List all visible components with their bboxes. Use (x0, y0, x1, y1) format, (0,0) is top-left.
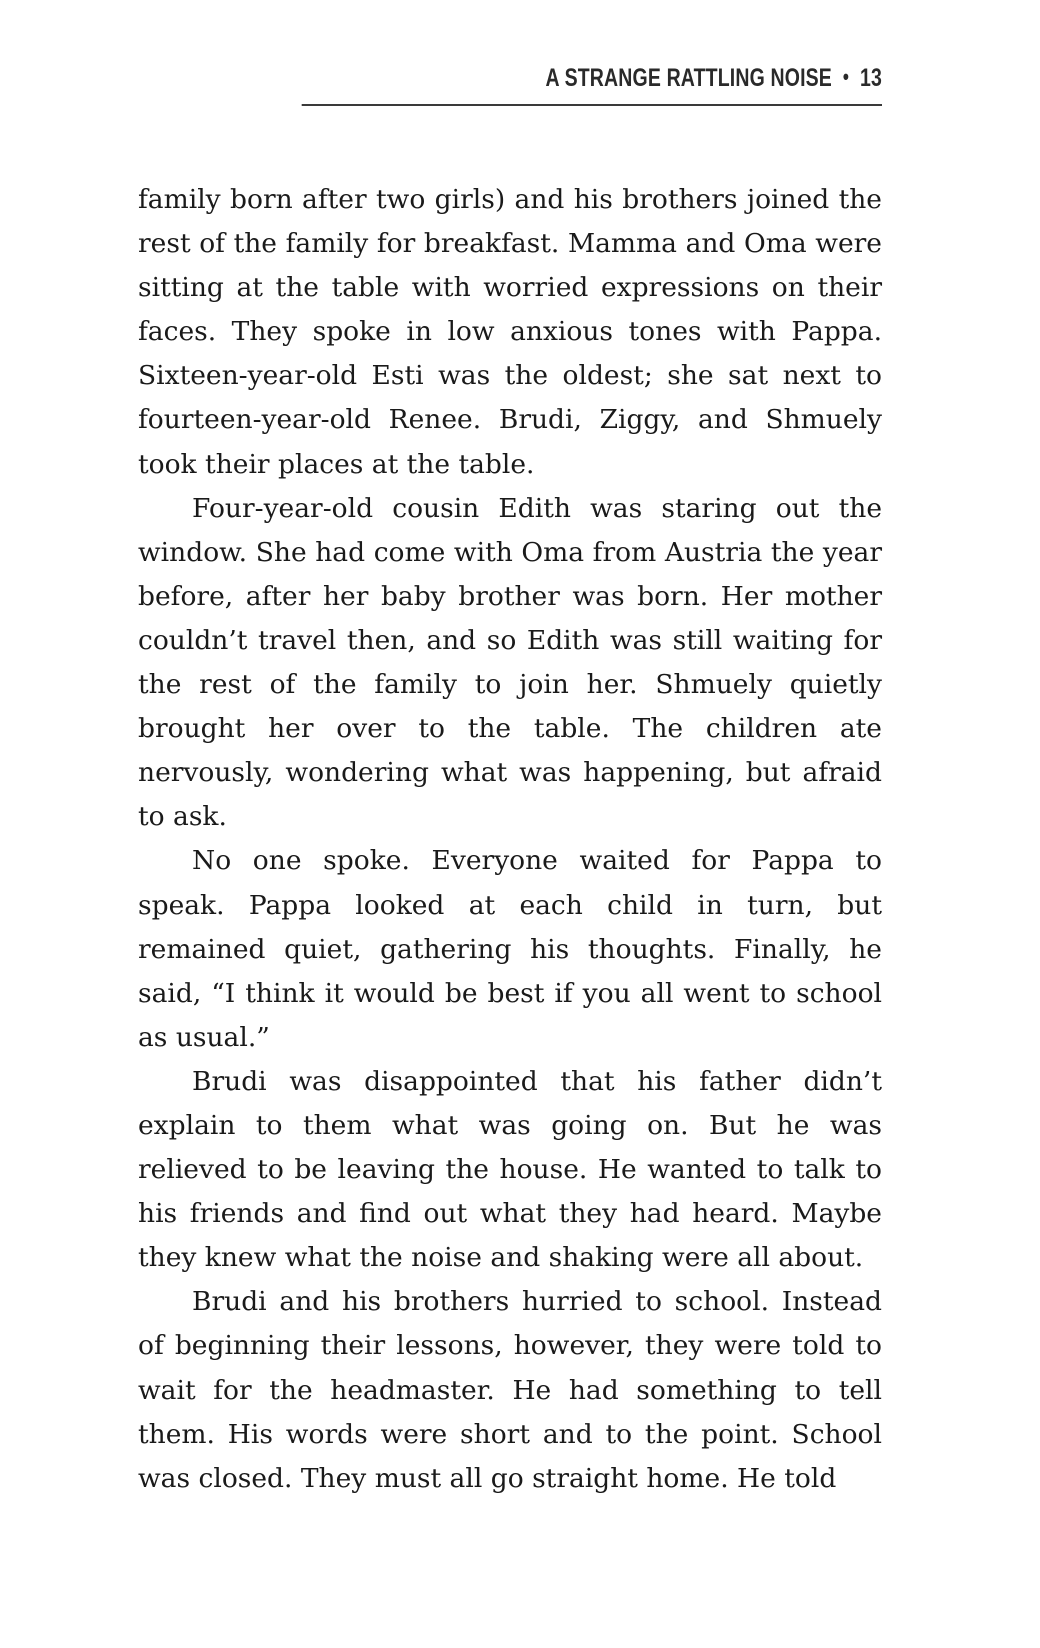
paragraph-continued: family born after two girls) and his brothers joined the rest of the family for breakfast. Mamma and Oma were sitting at the table with worried expressions on their faces. They spoke in low anxious tones with Pappa. Sixteen-year-old Esti was the oldest; she sat next to fourteen-year-old Renee. Brudi, Ziggy, and Shmuely took their places at the table. (138, 184, 882, 480)
paragraph: Brudi and his brothers hurried to school. Instead of beginning their lessons, however, they were told to wait for the headmaster. He had something to tell them. His words were short and to the point. School was closed. They must all go straight home. He told (138, 1286, 882, 1494)
paragraph: Four-year-old cousin Edith was staring out the window. She had come with Oma from Austria the year before, after her baby brother was born. Her mother couldn’t travel then, and so Edith was still waiting for the rest of the family to join her. Shmuely quietly brought her over to the table. The children ate nervously, wondering what was happening, but afraid to ask. (138, 492, 882, 833)
page-number: 13 (859, 64, 882, 92)
header-separator: • (842, 64, 850, 89)
running-head (302, 60, 882, 106)
running-title: A STRANGE RATTLING NOISE (545, 64, 832, 92)
paragraph: No one spoke. Everyone waited for Pappa to speak. Pappa looked at each child in turn, but remained quiet, gathering his thoughts. Finally, he said, “I think it would be best if you all went to school as usual.” (138, 845, 882, 1053)
paragraph: Brudi was disappointed that his father didn’t explain to them what was going on. But he was relieved to be leaving the house. He wanted to talk to his friends and find out what they had heard. Maybe they knew what the noise and shaking were all about. (138, 1065, 882, 1274)
body-text (138, 178, 882, 1501)
